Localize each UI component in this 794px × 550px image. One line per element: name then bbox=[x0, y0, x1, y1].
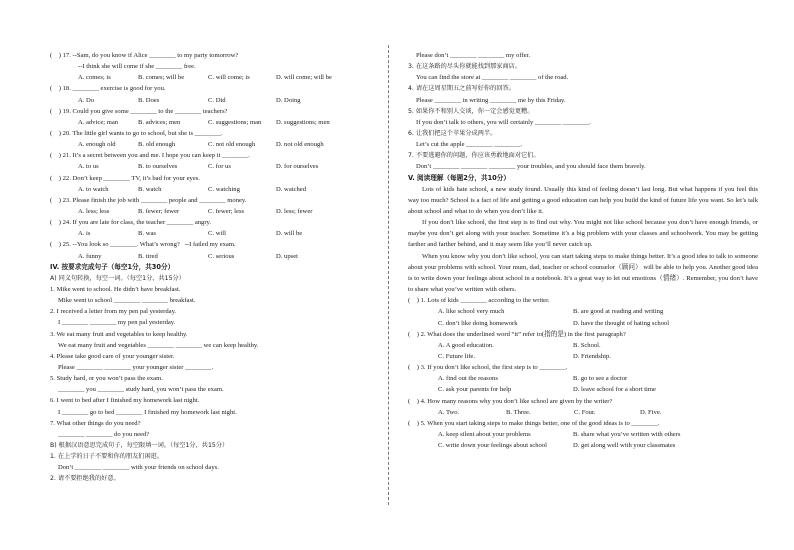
answer-option: B. School. bbox=[573, 341, 601, 349]
question-line: 3. We eat many fruit and vegetables to keep healthy. bbox=[50, 330, 188, 338]
answer-option: C. Did bbox=[208, 96, 226, 104]
reading-paragraph: If you don’t like school, the first step is to find out why. You might not like school because you don’t have enough friends, or maybe you don’t get along with your teacher. Sometime it’s a big problem with your classes and schoolwork. You may be getting farther and farther behind, and it may seem like you’ll never catch up. bbox=[408, 219, 758, 249]
answer-option: B. comes; will be bbox=[138, 74, 185, 82]
answer-options-row bbox=[50, 117, 365, 128]
question-line: 4. Please take good care of your younger sister. bbox=[50, 352, 175, 360]
answer-option: C. serious bbox=[208, 252, 235, 260]
answer-option: C. watching bbox=[208, 185, 240, 193]
question-line: ( ) 21. It’s a secret between you and me. I hope you can keep it ________. bbox=[50, 152, 250, 160]
answer-option: A. advice; man bbox=[78, 118, 119, 126]
chinese-prompt: 5. 如果你不和别人交谈，你一定会感觉更糟。 bbox=[408, 107, 534, 115]
answer-options-row bbox=[50, 161, 365, 172]
answer-option: D. watched bbox=[276, 185, 307, 193]
answer-option: B. advices; men bbox=[138, 118, 181, 126]
answer-options-row bbox=[50, 72, 365, 83]
question-line: ( ) 24. If you are late for class, the teacher ________ angry. bbox=[50, 219, 212, 227]
answer-option: A. Do bbox=[78, 96, 95, 104]
answer-option: A. to watch bbox=[78, 185, 109, 193]
answer-option: D. not old enough bbox=[276, 141, 324, 149]
question-line: Please ________ ________ your younger sister ________. bbox=[58, 363, 214, 371]
answer-option: C. Four. bbox=[574, 408, 596, 416]
answer-options-row bbox=[408, 318, 758, 329]
answer-option: D. less; fewer bbox=[276, 207, 313, 215]
question-line: ( ) 4. How many reasons why you don’t like school are given by the writer? bbox=[408, 397, 613, 405]
answer-options-row bbox=[50, 228, 365, 239]
chinese-prompt: 3. 在这条路的尽头你就能找到那家商店。 bbox=[408, 63, 522, 71]
answer-option: D. have the thought of hating school bbox=[573, 319, 670, 327]
question-line: I ________ go to bed ________ I finished my homework last night. bbox=[58, 408, 237, 416]
answer-option: B. go to see a doctor bbox=[573, 375, 628, 383]
answer-option: D. Doing bbox=[276, 96, 301, 104]
question-line: Please ________ in writing ________ me by this Friday. bbox=[416, 96, 566, 104]
answer-options-row bbox=[50, 206, 365, 217]
answer-option: D. get along well with your classmates bbox=[573, 442, 676, 450]
answer-options-row bbox=[408, 340, 758, 351]
chinese-prompt: 1. 在上学的日子不要和你的朋友们闲逛。 bbox=[50, 453, 164, 461]
answer-option: A. to us bbox=[78, 163, 99, 171]
answer-option: A. like school very much bbox=[438, 308, 505, 316]
answer-option: B. are good at reading and writing bbox=[573, 308, 664, 316]
question-line: ( ) 5. When you start taking steps to make things better, one of the good ideas is to ________. bbox=[408, 419, 660, 427]
answer-option: C. Future life. bbox=[438, 352, 475, 360]
question-line: 1. Mike went to school. He didn’t have breakfast. bbox=[50, 285, 181, 293]
answer-option: A. less; less bbox=[78, 207, 110, 215]
answer-option: A. funny bbox=[78, 252, 102, 260]
question-line: ( ) 22. Don’t keep ________ TV, it’s bad for your eyes. bbox=[50, 174, 200, 182]
answer-option: D. for ourselves bbox=[276, 163, 319, 171]
reading-paragraph: When you know why you don’t like school, you can start taking steps to make things better. It’s a good idea to talk to someone about your problems with school. Your mum, dad, teacher or school counselor（顾问） will be able to help you. Another good idea is to write down your feelings about school in a notebook. It’s a great way to let out emotions（情绪）. Remember, you don’t have to share what you’ve written with others. bbox=[408, 252, 758, 294]
section-heading: V. 阅读理解（每题2分，共10分） bbox=[408, 173, 510, 182]
chinese-prompt: 7. 不要逃避你的问题，你应该勇敢地面对它们。 bbox=[408, 152, 540, 160]
question-line: We eat many fruit and vegetables ________ ________ we can keep healthy. bbox=[58, 341, 259, 349]
answer-options-row bbox=[408, 440, 758, 451]
answer-options-row bbox=[408, 306, 758, 317]
answer-option: B. to ourselves bbox=[138, 163, 178, 171]
question-line: Don’t ________ ________ ________ your troubles, and you should face them bravely. bbox=[416, 163, 646, 171]
answer-option: B. watch bbox=[138, 185, 162, 193]
left-column bbox=[50, 50, 365, 484]
answer-options-row bbox=[50, 139, 365, 150]
question-line: You can find the store at ________ ________ of the road. bbox=[416, 74, 569, 82]
answer-options-row bbox=[408, 429, 758, 440]
answer-options-row bbox=[408, 407, 758, 418]
column-divider bbox=[388, 45, 389, 505]
answer-option: D. will come; will be bbox=[276, 74, 332, 82]
answer-option: A. A good education. bbox=[438, 341, 494, 349]
question-line: Please don’t ________ ________ my offer. bbox=[416, 52, 531, 59]
answer-option: C. will come; is bbox=[208, 74, 250, 82]
answer-option: A. enough old bbox=[78, 141, 116, 149]
right-column bbox=[408, 50, 758, 451]
answer-options-row bbox=[50, 95, 365, 106]
answer-options-row bbox=[408, 373, 758, 384]
chinese-prompt: 4. 请在这周星期五之前写好你的回答。 bbox=[408, 85, 515, 93]
question-line: Mike went to school ________ ________ breakfast. bbox=[58, 297, 196, 305]
answer-option: C. suggestions; man bbox=[208, 118, 262, 126]
answer-options-row bbox=[50, 184, 365, 195]
answer-options-row bbox=[408, 351, 758, 362]
question-line: 5. Study hard, or you won’t pass the exam. bbox=[50, 375, 163, 383]
answer-option: A. keep silent about your problems bbox=[438, 430, 531, 438]
question-line: ( ) 20. The little girl wants to go to school, but she is ________. bbox=[50, 129, 223, 137]
answer-option: A. comes; is bbox=[78, 74, 111, 82]
answer-option: C. fewer; less bbox=[208, 207, 245, 215]
question-line: Don’t ________ ________ with your friends on school days. bbox=[58, 464, 219, 472]
question-line: ( ) 23. Please finish the job with ________ people and ________ money. bbox=[50, 196, 247, 204]
answer-option: D. leave school for a short time bbox=[573, 386, 656, 394]
answer-option: C. don’t like doing homework bbox=[438, 319, 518, 327]
question-line: ( ) 2. What does the underlined word “it” refer to(指的是) in the first paragraph? bbox=[408, 330, 626, 338]
question-line: ________ ________ do you need? bbox=[58, 430, 150, 438]
answer-option: B. Does bbox=[138, 96, 160, 104]
answer-option: B. share what you’ve written with others bbox=[573, 430, 681, 438]
question-line: ( ) 25. --You look so ________. What’s wrong? --I failed my exam. bbox=[50, 241, 236, 249]
answer-option: A. Two. bbox=[438, 408, 460, 416]
chinese-prompt: B) 根据汉语意思完成句子，每空限填一词。（每空1分，共15分） bbox=[50, 441, 229, 449]
answer-option: B. old enough bbox=[138, 141, 176, 149]
question-line: ________ you ________ study hard, you won’t pass the exam. bbox=[58, 386, 224, 394]
answer-options-row bbox=[408, 384, 758, 395]
answer-option: D. suggestions; men bbox=[276, 118, 330, 126]
question-line: Let’s cut the apple ________ ________. bbox=[416, 141, 523, 149]
question-line: ( ) 1. Lots of kids ________ according to the writer. bbox=[408, 297, 550, 305]
answer-option: C. ask your parents for help bbox=[438, 386, 512, 394]
answer-option: C. will bbox=[208, 230, 226, 238]
question-line: If you don’t talk to others, you will certainly ________ ________. bbox=[416, 118, 591, 126]
answer-option: C. not old enough bbox=[208, 141, 256, 149]
answer-option: B. tired bbox=[138, 252, 158, 260]
answer-option: D. Five. bbox=[640, 408, 662, 416]
question-line: 6. I went to bed after I finished my homework last night. bbox=[50, 397, 200, 405]
answer-option: A. is bbox=[78, 230, 91, 238]
question-line: I ________ ________ my pen pal yesterday. bbox=[58, 319, 176, 327]
question-line: ( ) 19. Could you give some ________ to the ________ teachers? bbox=[50, 107, 228, 115]
answer-option: A. find out the reasons bbox=[438, 375, 498, 383]
answer-option: C. write down your feelings about school bbox=[438, 442, 547, 450]
question-line: ( ) 17. --Sam, do you know if Alice ________ to my party tomorrow? bbox=[50, 52, 239, 59]
answer-options-row bbox=[50, 251, 365, 262]
question-line: 7. What other things do you need? bbox=[50, 419, 141, 427]
chinese-prompt: 6. 让我们把这个苹果分成两半。 bbox=[408, 129, 497, 137]
answer-option: D. Friendship. bbox=[573, 352, 611, 360]
answer-option: B. Three. bbox=[506, 408, 531, 416]
answer-option: B. fewer; fewer bbox=[138, 207, 180, 215]
reading-paragraph: Lots of kids hate school, a new study found. Usually this kind of feeling doesn’t last long. But what happens if you feel this way too much? School is a fact of life and getting a good education can help you build the kind of future life you want. So let’s talk about school and what to do when you don’t like it. bbox=[408, 185, 758, 215]
chinese-prompt: 2. 请不要拒绝我的好意。 bbox=[50, 475, 120, 483]
question-line: ( ) 18. ________ exercise is good for you. bbox=[50, 85, 166, 93]
question-line: ( ) 3. If you don’t like school, the first step is to ________. bbox=[408, 364, 568, 372]
question-line: --I think she will come if she ________ free. bbox=[78, 63, 196, 71]
answer-option: D. upset bbox=[276, 252, 298, 260]
answer-option: C. for us bbox=[208, 163, 231, 171]
answer-option: D. will be bbox=[276, 230, 303, 238]
chinese-prompt: A) 同义句转换，每空一词。（每空1分，共15分） bbox=[50, 274, 185, 282]
answer-option: B. was bbox=[138, 230, 156, 238]
question-line: 2. I received a letter from my pen pal yesterday. bbox=[50, 308, 177, 316]
section-heading: IV. 按要求完成句子（每空1分，共30分） bbox=[50, 262, 175, 271]
